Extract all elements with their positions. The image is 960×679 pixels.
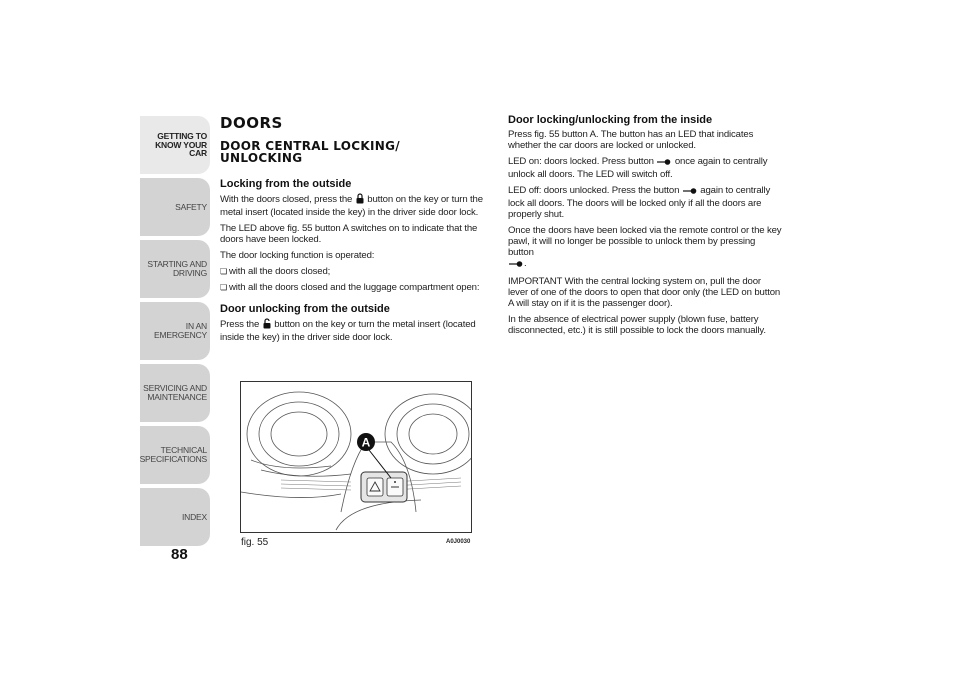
text-fragment: . — [524, 258, 527, 269]
figure-caption: fig. 55 — [241, 537, 269, 548]
text-fragment: LED on: doors locked. Press button — [508, 156, 657, 167]
button-panel — [361, 472, 407, 502]
paragraph-led-on — [508, 156, 782, 180]
paragraph-remote-lock — [508, 225, 782, 271]
subsection-title — [220, 140, 502, 164]
padlock-icon — [356, 193, 364, 207]
heading-locking-outside: Locking from the outside — [220, 178, 352, 190]
key-lock-icon — [657, 158, 671, 169]
paragraph-locking-outside — [220, 193, 502, 218]
right-column — [508, 110, 782, 341]
text-fragment: LED off: doors unlocked. Press the button — [508, 185, 682, 196]
subsection-title-line2: UNLOCKING — [220, 151, 303, 165]
bullet-item: ❏ with all the doors closed; — [220, 266, 502, 277]
heading-unlocking-outside: Door unlocking from the outside — [220, 303, 390, 315]
dashboard-illustration — [241, 382, 471, 532]
text-fragment: Press the — [220, 319, 262, 330]
callout-label: A — [361, 435, 371, 450]
figure-55-illustration — [240, 381, 472, 533]
paragraph-led-off — [508, 185, 782, 220]
paragraph-inside-intro: Press fig. 55 button A. The button has an LED that indicates whether the car doors are locked or unlocked. — [508, 129, 754, 151]
paragraph-function: The door locking function is operated: — [220, 250, 375, 261]
left-column — [220, 110, 502, 348]
paragraph-unlocking-outside — [220, 318, 502, 343]
paragraph-led: The LED above fig. 55 button A switches on to indicate that the doors have been locked. — [220, 223, 478, 245]
tab-servicing-and-maintenance[interactable]: SERVICING AND MAINTENANCE — [140, 364, 210, 422]
text-fragment: Once the doors have been locked via the remote control or the key pawl, it will no longer be possible to unlock them by pressing button — [508, 225, 782, 258]
tab-index[interactable]: INDEX — [140, 488, 210, 546]
bullet-item: ❏ with all the doors closed and the luggage compartment open: — [220, 282, 502, 293]
paragraph-power-supply: In the absence of electrical power supply (blown fuse, battery disconnected, etc.) it is still possible to lock the doors manually. — [508, 314, 766, 336]
page-number: 88 — [171, 546, 188, 563]
tab-starting-and-driving[interactable]: STARTING AND DRIVING — [140, 240, 210, 298]
text-fragment: button on the key or turn the metal insert (located inside the key) in the driver side door lock. — [220, 194, 483, 218]
figure-code: A0J0030 — [446, 539, 471, 545]
section-title: DOORS — [220, 114, 283, 132]
tab-technical-specifications[interactable]: TECHNICAL SPECIFICATIONS — [140, 426, 210, 484]
subsection-title-line1: DOOR CENTRAL LOCKING/ — [220, 139, 400, 153]
text-fragment: once again to centrally unlock all doors. The LED will switch off. — [508, 156, 768, 180]
heading-locking-inside: Door locking/unlocking from the inside — [508, 114, 713, 126]
text-fragment: button on the key or turn the metal insert (located inside the key) in the driver side door lock. — [220, 319, 476, 343]
padlock-open-icon — [263, 318, 271, 332]
text-fragment: With the doors closed, press the — [220, 194, 355, 205]
tab-safety[interactable]: SAFETY — [140, 178, 210, 236]
tab-in-an-emergency[interactable]: IN AN EMERGENCY — [140, 302, 210, 360]
key-lock-icon — [509, 260, 523, 271]
text-fragment: again to centrally lock all doors. The doors will be locked only if all the doors are properly shut. — [508, 185, 771, 220]
tab-getting-to-know-your-car[interactable]: GETTING TO KNOW YOUR CAR — [140, 116, 210, 174]
paragraph-important: IMPORTANT With the central locking system on, pull the door lever of one of the doors to open that door only (the LED on button A will stay on if it is the passenger door). — [508, 276, 781, 309]
key-lock-icon — [683, 187, 697, 198]
